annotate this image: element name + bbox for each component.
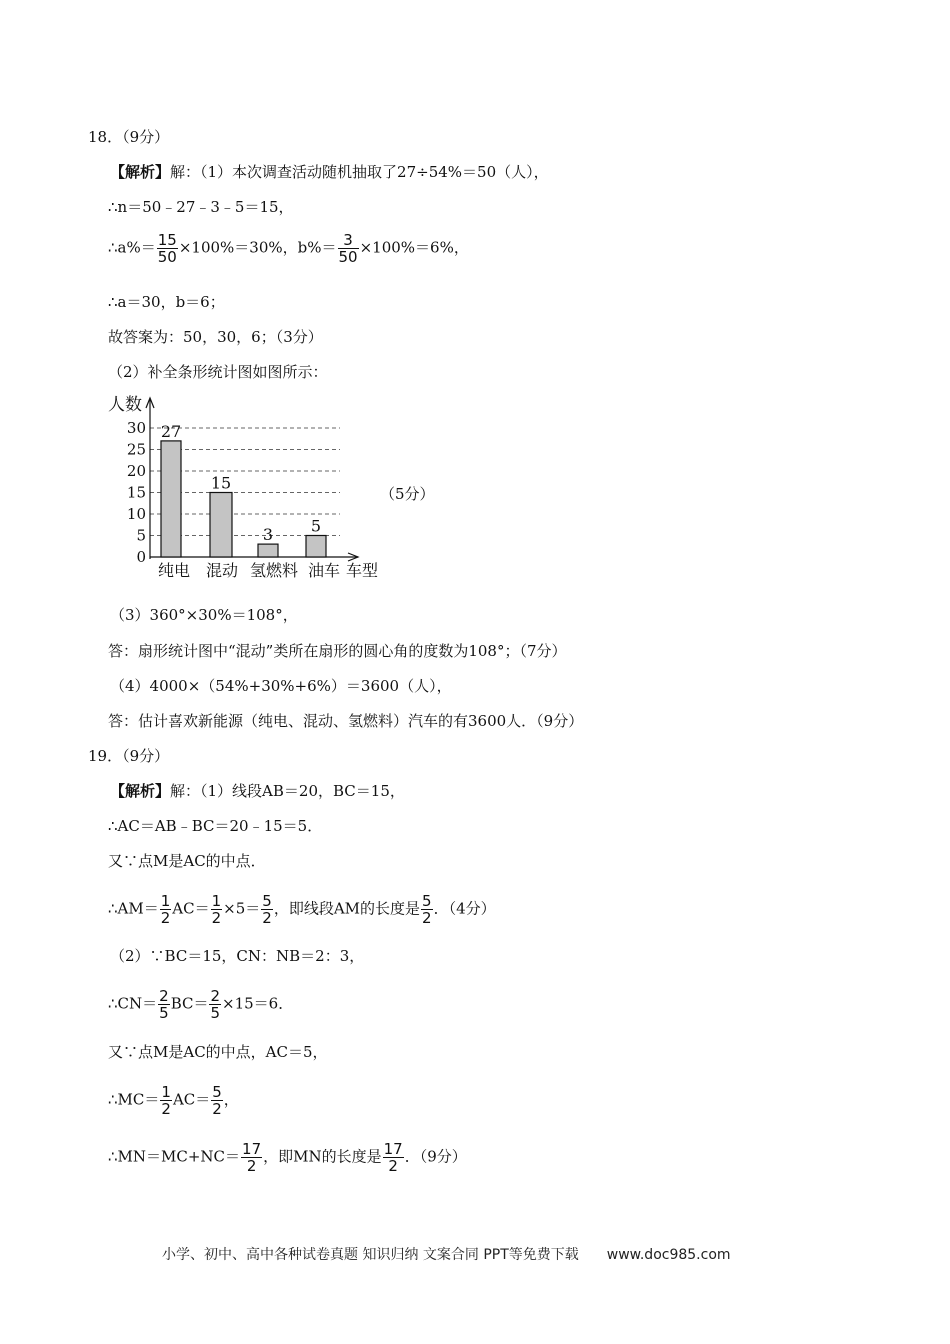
denominator: 2 xyxy=(212,1100,222,1118)
chart-score: （5分） xyxy=(380,485,435,503)
numerator: 1 xyxy=(160,892,171,910)
y-tick-label: 20 xyxy=(126,462,146,480)
text-segment: ×5＝ xyxy=(223,899,261,918)
q19-header: 19．（9分） xyxy=(88,747,170,765)
bar xyxy=(306,536,326,558)
bar xyxy=(258,544,278,557)
text-segment: ， xyxy=(223,1090,239,1109)
text-segment: ∴MC＝ xyxy=(108,1090,160,1109)
y-tick-label: 5 xyxy=(136,526,146,545)
x-tick-label: 油车 xyxy=(307,561,341,580)
q18-line-10: 答：估计喜欢新能源（纯电、混动、氢燃料）汽车的有3600人．（9分） xyxy=(108,712,584,730)
fraction xyxy=(211,1084,223,1117)
numerator: 3 xyxy=(338,232,359,249)
q18-line-3 xyxy=(108,232,469,265)
text-segment: ∴AM＝ xyxy=(108,899,159,918)
data-label: 5 xyxy=(310,516,322,536)
text-segment: ．（4分） xyxy=(433,899,496,918)
q18-line-4: ∴a＝30，b＝6； xyxy=(108,293,225,311)
denominator: 50 xyxy=(157,248,177,266)
q19-line-2: ∴AC＝AB﹣BC＝20﹣15＝5． xyxy=(108,817,323,835)
denominator: 2 xyxy=(422,909,432,927)
y-tick-label: 25 xyxy=(126,440,146,459)
text-segment: AC＝ xyxy=(172,899,210,918)
denominator: 5 xyxy=(159,1004,169,1022)
q18-line-7: （3）360°×30%＝108°， xyxy=(110,606,298,624)
fraction xyxy=(158,988,170,1021)
fraction xyxy=(211,893,223,926)
text-segment: ×100%＝6%， xyxy=(359,238,469,257)
numerator: 17 xyxy=(242,1140,262,1158)
q18-header: 18．（9分） xyxy=(88,128,170,146)
bar xyxy=(161,441,181,557)
text-segment: ∴MN＝MC+NC＝ xyxy=(108,1147,241,1166)
data-label: 15 xyxy=(210,473,232,493)
q19-line-8 xyxy=(108,1084,239,1117)
text-segment: BC＝ xyxy=(170,994,209,1013)
x-tick-label: 氢燃料 xyxy=(249,561,299,580)
denominator: 2 xyxy=(262,909,272,927)
q19-line-5: （2）∵BC＝15，CN：NB＝2：3， xyxy=(110,947,365,965)
fraction xyxy=(383,1141,404,1174)
y-tick-label: 10 xyxy=(126,505,146,523)
fraction xyxy=(261,893,273,926)
denominator: 2 xyxy=(160,909,171,927)
q18-line-1-text: 解：（1）本次调查活动随机抽取了27÷54%＝50（人）， xyxy=(170,163,549,181)
fraction xyxy=(209,988,221,1021)
q19-line-6 xyxy=(108,988,293,1021)
data-label: 3 xyxy=(262,525,274,545)
y-tick-label: 0 xyxy=(136,548,146,566)
q19-line-9 xyxy=(108,1141,467,1174)
fraction xyxy=(241,1141,262,1174)
numerator: 2 xyxy=(210,987,221,1005)
bar xyxy=(210,493,232,558)
fraction xyxy=(338,232,359,265)
fraction xyxy=(160,1084,172,1117)
denominator: 2 xyxy=(161,1100,171,1118)
q18-line-6: （2）补全条形统计图如图所示： xyxy=(108,363,328,381)
text-segment: AC＝ xyxy=(172,1090,211,1109)
q19-line-1 xyxy=(110,781,405,801)
q18-line-8: 答：扇形统计图中“混动”类所在扇形的圆心角的度数为108°；（7分） xyxy=(108,642,567,660)
numerator: 15 xyxy=(157,231,177,249)
q19-line-3: 又∵点M是AC的中点． xyxy=(108,852,266,870)
text-segment: ，即MN的长度是 xyxy=(263,1147,382,1166)
denominator: 50 xyxy=(338,248,358,266)
q18-line-5: 故答案为：50，30，6；（3分） xyxy=(108,328,323,346)
denominator: 5 xyxy=(210,1004,221,1022)
q18-line-9: （4）4000×（54%+30%+6%）＝3600（人）， xyxy=(110,677,452,695)
numerator: 5 xyxy=(212,1083,222,1101)
numerator: 5 xyxy=(262,892,272,910)
analysis-label: 【解析】 xyxy=(110,163,171,181)
text-segment: ×100%＝30%，b%＝ xyxy=(178,238,337,257)
fraction xyxy=(157,232,178,265)
denominator: 2 xyxy=(211,909,222,927)
y-axis-label: 人数 xyxy=(108,395,142,415)
denominator: 2 xyxy=(388,1157,398,1175)
text-segment: ∴a%＝ xyxy=(108,238,156,257)
denominator: 2 xyxy=(246,1157,257,1175)
x-tick-label: 混动 xyxy=(205,561,239,580)
numerator: 17 xyxy=(383,1140,403,1158)
text-segment: ，即线段AM的长度是 xyxy=(273,899,421,918)
q19-line-4 xyxy=(108,893,496,926)
q19-line-7: 又∵点M是AC的中点，AC＝5， xyxy=(108,1043,328,1061)
numerator: 5 xyxy=(422,892,432,910)
text-segment: ×15＝6． xyxy=(222,994,294,1013)
y-tick-label: 15 xyxy=(126,483,146,502)
text-segment: ．（9分） xyxy=(404,1147,467,1166)
q19-line-1-text: 解：（1）线段AB＝20，BC＝15， xyxy=(170,782,405,800)
numerator: 1 xyxy=(161,1083,171,1101)
q18-line-2: ∴n＝50﹣27﹣3﹣5＝15， xyxy=(108,198,294,216)
fraction xyxy=(160,893,172,926)
q18-line-1 xyxy=(110,162,549,182)
fraction xyxy=(421,893,433,926)
x-tick-label: 纯电 xyxy=(157,561,191,580)
text-segment: ∴CN＝ xyxy=(108,994,158,1013)
y-tick-label: 30 xyxy=(126,419,146,437)
numerator: 1 xyxy=(211,892,222,910)
page-footer: 小学、初中、高中各种试卷真题 知识归纳 文案合同 PPT等免费下载 www.doc985.com xyxy=(162,1247,731,1263)
x-axis-label: 车型 xyxy=(345,561,379,580)
data-label: 27 xyxy=(160,421,182,441)
numerator: 2 xyxy=(159,987,169,1005)
analysis-label: 【解析】 xyxy=(110,782,171,800)
bar-chart xyxy=(100,392,390,584)
